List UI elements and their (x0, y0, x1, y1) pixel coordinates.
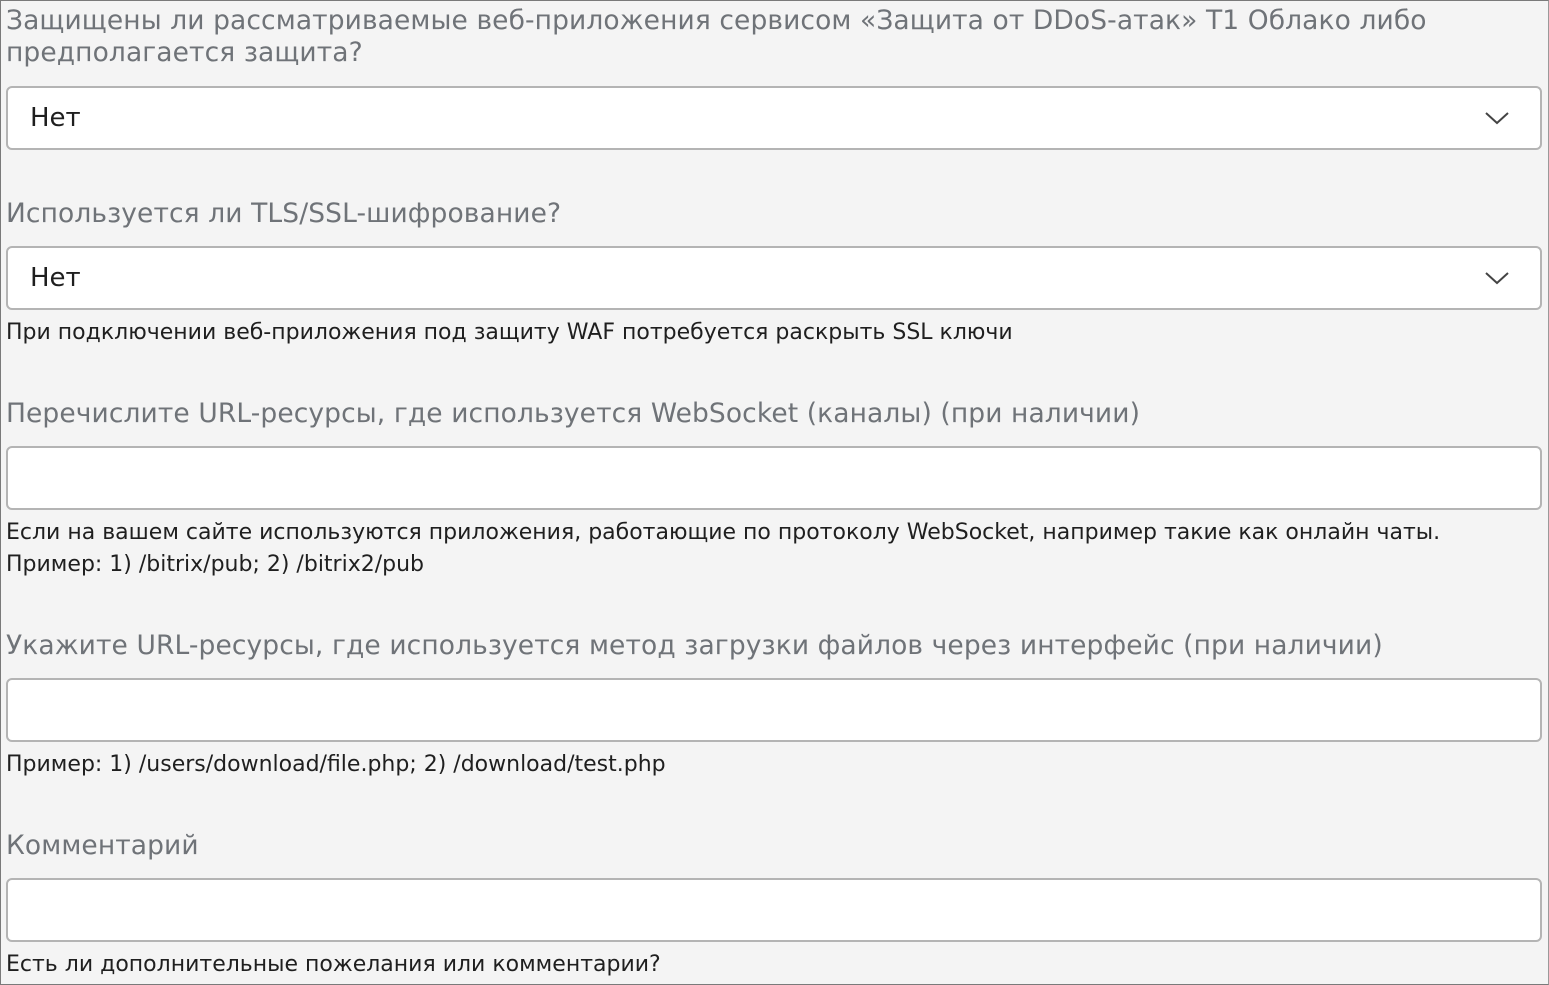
upload-hint: Пример: 1) /users/download/file.php; 2) /download/test.php (6, 752, 666, 777)
comment-label: Комментарий (6, 830, 199, 861)
comment-input-wrap (6, 878, 1542, 942)
upload-label: Укажите URL-ресурсы, где используется метод загрузки файлов через интерфейс (при наличии) (6, 630, 1383, 661)
comment-hint: Есть ли дополнительные пожелания или комментарии? (6, 952, 661, 977)
upload-hint-wrap (6, 749, 1542, 781)
tls-label: Используется ли TLS/SSL-шифрование? (6, 198, 562, 229)
tls-selected-value: Нет (30, 263, 81, 293)
tls-select-wrap (6, 246, 1542, 310)
tls-hint-wrap (6, 317, 1542, 349)
websocket-hint-line2: Пример: 1) /bitrix/pub; 2) /bitrix2/pub (6, 552, 425, 577)
websocket-input[interactable] (6, 446, 1542, 510)
websocket-hint-line1: Если на вашем сайте используются приложения, работающие по протоколу WebSocket, например такие как онлайн чаты. (6, 520, 1441, 545)
ddos-protection-select-wrap (6, 86, 1542, 150)
chevron-down-icon (1484, 110, 1510, 126)
comment-hint-wrap (6, 949, 1542, 981)
ddos-protection-field (6, 5, 1542, 69)
tls-hint: При подключении веб-приложения под защиту WAF потребуется раскрыть SSL ключи (6, 320, 1013, 345)
ddos-protection-select[interactable] (6, 86, 1542, 150)
websocket-label: Перечислите URL-ресурсы, где используется WebSocket (каналы) (при наличии) (6, 398, 1141, 429)
chevron-down-icon (1484, 270, 1510, 286)
upload-input[interactable] (6, 678, 1542, 742)
tls-field (6, 198, 1542, 230)
upload-input-wrap (6, 678, 1542, 742)
websocket-hint-wrap (6, 517, 1542, 581)
websocket-field (6, 398, 1542, 430)
upload-field (6, 630, 1542, 662)
comment-field (6, 830, 1542, 862)
tls-select[interactable] (6, 246, 1542, 310)
ddos-protection-selected-value: Нет (30, 103, 81, 133)
comment-input[interactable] (6, 878, 1542, 942)
ddos-protection-label: Защищены ли рассматриваемые веб-приложения сервисом «Защита от DDoS-атак» Т1 Облако либо предполагается защита? (6, 5, 1427, 68)
websocket-input-wrap (6, 446, 1542, 510)
